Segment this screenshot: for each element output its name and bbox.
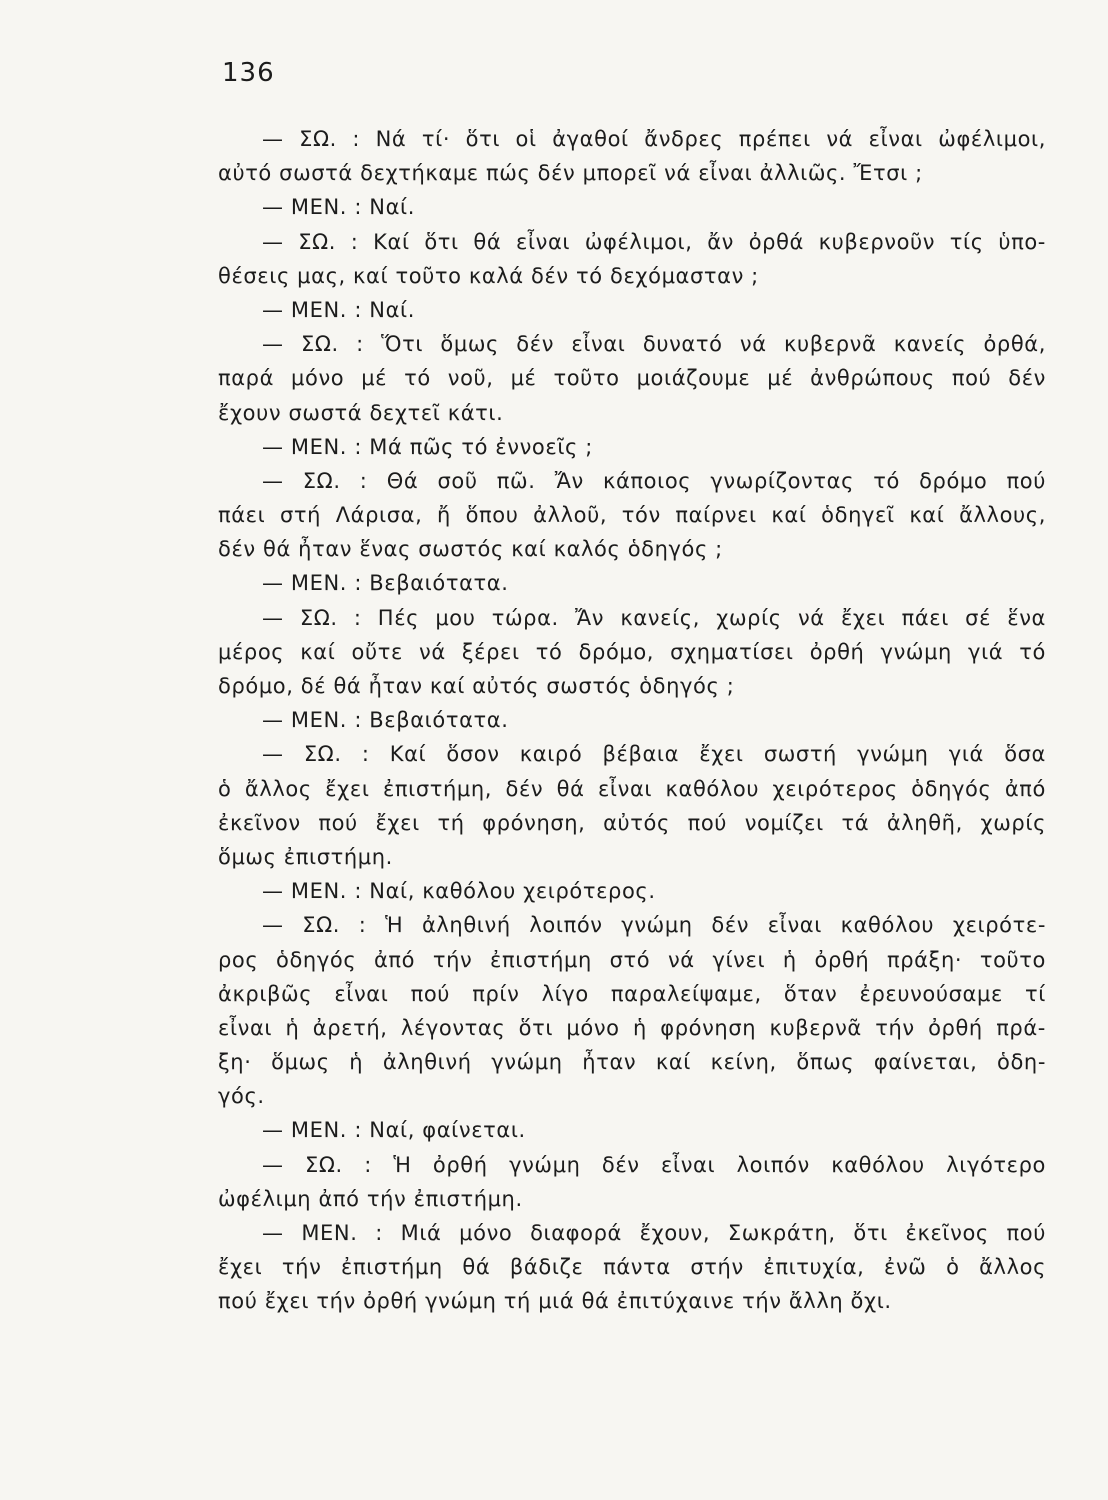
dialogue-text [218, 122, 1046, 1319]
text-line: ὠφέλιμη ἀπό τήν ἐπιστήμη. [218, 1186, 523, 1211]
text-line: — ΜΕΝ. : Ναί, φαίνεται. [262, 1118, 526, 1143]
text-line: — ΣΩ. : Πές μου τώρα. Ἄν κανείς, χωρίς νά ἔχει πάει σέ ἕνα [262, 605, 1046, 630]
text-line: ἔχουν σωστά δεχτεῖ κάτι. [218, 400, 504, 425]
text-line: — ΜΕΝ. : Μά πῶς τό ἐννοεῖς ; [262, 434, 593, 459]
text-line: — ΣΩ. : Ἡ ἀληθινή λοιπόν γνώμη δέν εἶναι καθόλου χειρότε- [262, 913, 1046, 938]
text-line: ἀκριβῶς εἶναι πού πρίν λίγο παραλείψαμε, ὅταν ἐρευνούσαμε τί [218, 981, 1046, 1006]
text-line: — ΜΕΝ. : Ναί. [262, 297, 416, 322]
text-line: γός. [218, 1084, 265, 1109]
text-line: ὁ ἄλλος ἔχει ἐπιστήμη, δέν θά εἶναι καθόλου χειρότερος ὁδηγός ἀπό [218, 776, 1046, 801]
text-line: ξη· ὅμως ἡ ἀληθινή γνώμη ἦταν καί κείνη, ὅπως φαίνεται, ὁδη- [218, 1050, 1046, 1075]
text-line: πάει στή Λάρισα, ἤ ὅπου ἀλλοῦ, τόν παίρνει καί ὁδηγεῖ καί ἄλλους, [218, 503, 1046, 528]
text-line: — ΣΩ. : Καί ὅτι θά εἶναι ὠφέλιμοι, ἄν ὀρθά κυβερνοῦν τίς ὑπο- [262, 229, 1046, 254]
text-line: — ΜΕΝ. : Βεβαιότατα. [262, 571, 509, 596]
text-line: — ΣΩ. : Καί ὅσον καιρό βέβαια ἔχει σωστή γνώμη γιά ὅσα [262, 742, 1046, 767]
text-line: — ΣΩ. : Ἡ ὀρθή γνώμη δέν εἶναι λοιπόν καθόλου λιγότερο [262, 1152, 1046, 1177]
text-line: πού ἔχει τήν ὀρθή γνώμη τή μιά θά ἐπιτύχαινε τήν ἄλλη ὄχι. [218, 1289, 892, 1314]
text-line: — ΜΕΝ. : Ναί. [262, 195, 416, 220]
text-line: — ΣΩ. : Νά τί· ὅτι οἱ ἀγαθοί ἄνδρες πρέπει νά εἶναι ὠφέλιμοι, [262, 127, 1046, 151]
text-line: — ΜΕΝ. : Ναί, καθόλου χειρότερος. [262, 879, 656, 904]
text-line: θέσεις μας, καί τοῦτο καλά δέν τό δεχόμασταν ; [218, 263, 759, 288]
text-line: παρά μόνο μέ τό νοῦ, μέ τοῦτο μοιάζουμε μέ ἀνθρώπους πού δέν [218, 366, 1046, 391]
text-line: μέρος καί οὔτε νά ξέρει τό δρόμο, σχηματίσει ὀρθή γνώμη γιά τό [218, 639, 1046, 664]
text-line: εἶναι ἡ ἀρετή, λέγοντας ὅτι μόνο ἡ φρόνηση κυβερνᾶ τήν ὀρθή πρά- [218, 1015, 1046, 1040]
text-line: — ΜΕΝ. : Βεβαιότατα. [262, 708, 509, 733]
text-line: ὅμως ἐπιστήμη. [218, 844, 393, 869]
text-line: αὐτό σωστά δεχτήκαμε πώς δέν μπορεῖ νά εἶναι ἀλλιῶς. Ἔτσι ; [218, 161, 923, 186]
text-line: — ΣΩ. : Ὅτι ὅμως δέν εἶναι δυνατό νά κυβερνᾶ κανείς ὀρθά, [262, 332, 1046, 357]
text-line: ἔχει τήν ἐπιστήμη θά βάδιζε πάντα στήν ἐπιτυχία, ἐνῶ ὁ ἄλλος [218, 1255, 1046, 1280]
text-line: — ΣΩ. : Θά σοῦ πῶ. Ἄν κάποιος γνωρίζοντας τό δρόμο πού [262, 468, 1046, 493]
page-number: 136 [222, 58, 275, 88]
text-line: δρόμο, δέ θά ἦταν καί αὐτός σωστός ὁδηγός ; [218, 674, 735, 698]
text-line: δέν θά ἦταν ἕνας σωστός καί καλός ὁδηγός ; [218, 537, 723, 562]
text-line: ρος ὁδηγός ἀπό τήν ἐπιστήμη στό νά γίνει ἡ ὀρθή πράξη· τοῦτο [218, 947, 1046, 972]
text-line: — ΜΕΝ. : Μιά μόνο διαφορά ἔχουν, Σωκράτη, ὅτι ἐκεῖνος πού [262, 1221, 1046, 1245]
text-line: ἐκεῖνον πού ἔχει τή φρόνηση, αὐτός πού νομίζει τά ἀληθῆ, χωρίς [218, 810, 1046, 835]
